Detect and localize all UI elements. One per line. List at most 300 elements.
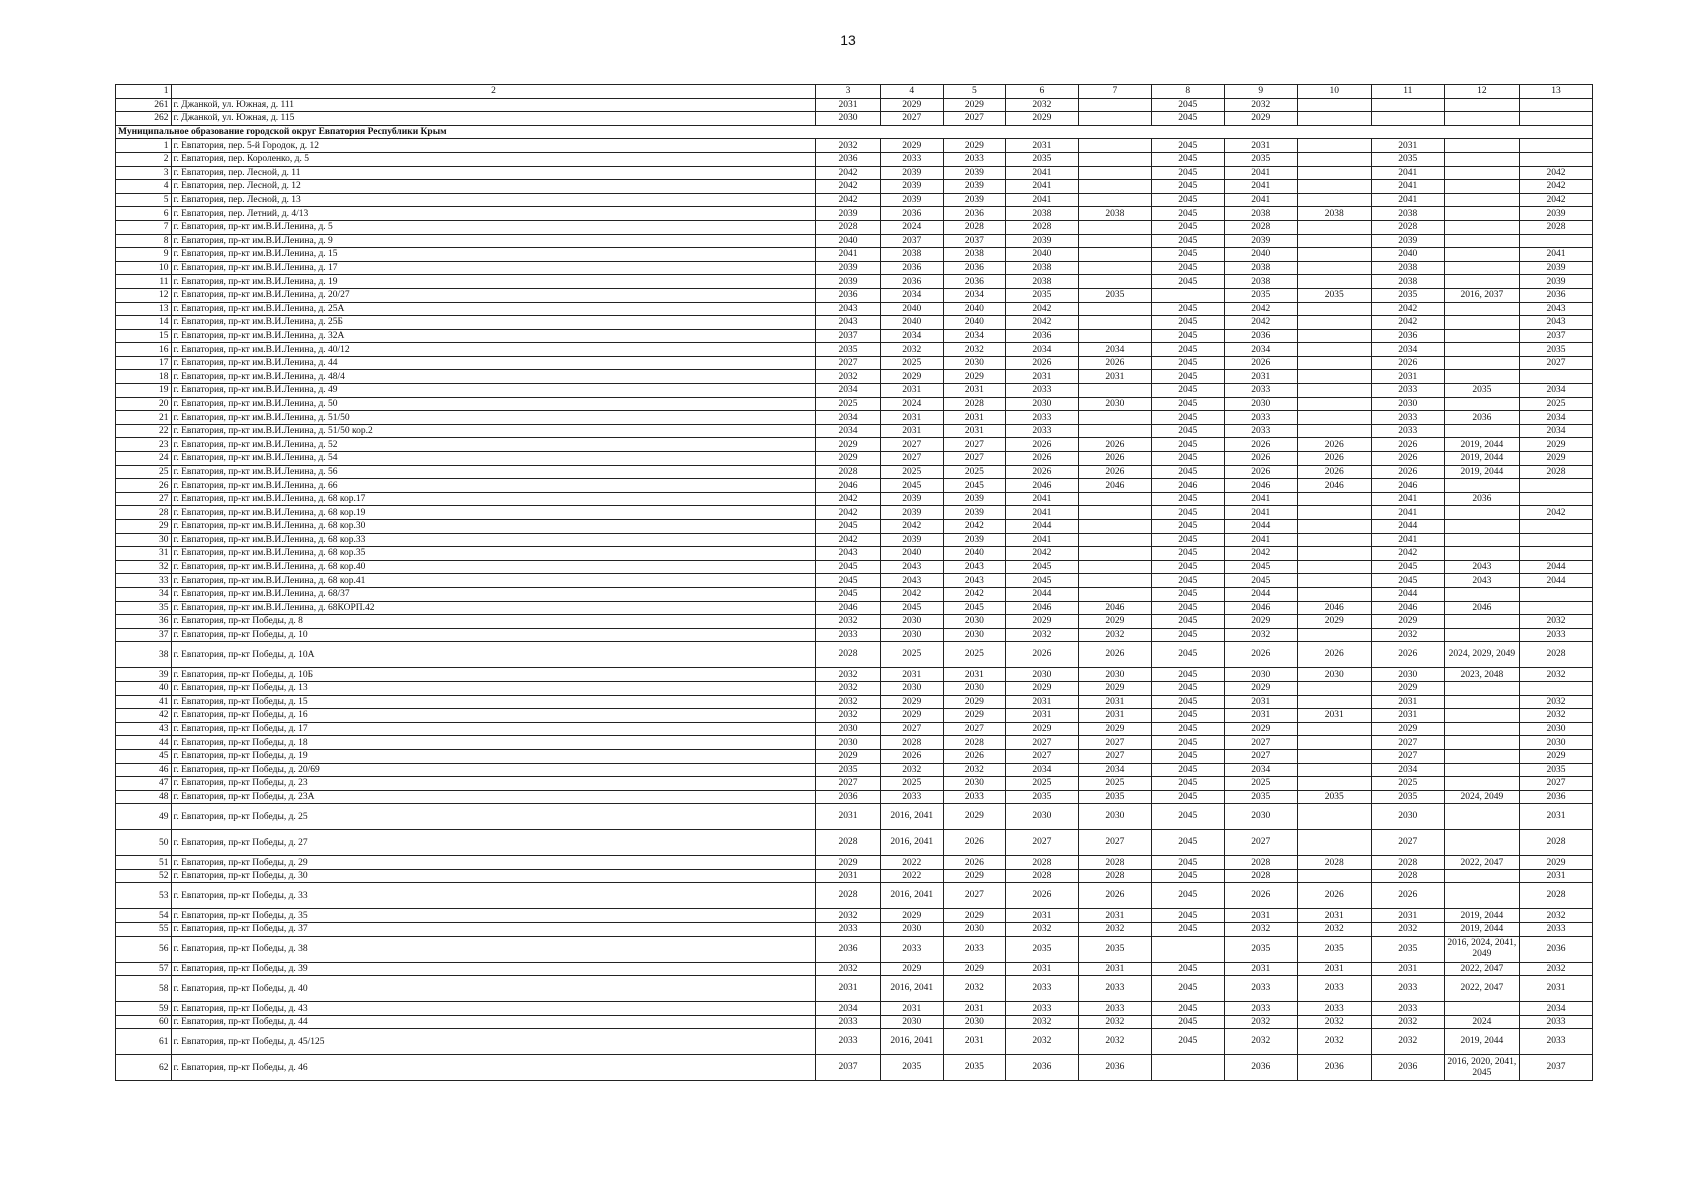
- year-cell-col-4: 2036: [880, 207, 943, 221]
- year-cell-col-3: 2028: [816, 465, 880, 479]
- table-row: [116, 98, 1593, 112]
- address-cell: г. Евпатория, пр-кт Победы, д. 46: [171, 1055, 816, 1081]
- year-cell-col-10: 2026: [1297, 642, 1371, 668]
- year-cell-col-10: [1297, 98, 1371, 112]
- address-cell: г. Евпатория, пр-кт им.В.И.Ленина, д. 51/50: [171, 411, 816, 425]
- year-cell-col-11: 2026: [1371, 452, 1444, 466]
- year-cell-col-5: 2032: [943, 976, 1005, 1002]
- year-cell-col-8: 2045: [1151, 397, 1224, 411]
- year-cell-col-5: 2040: [943, 547, 1005, 561]
- year-cell-col-13: 2030: [1519, 736, 1592, 750]
- year-cell-col-4: 2043: [880, 574, 943, 588]
- year-cell-col-10: [1297, 628, 1371, 642]
- year-cell-col-11: 2036: [1371, 1055, 1444, 1081]
- year-cell-col-9: 2039: [1224, 234, 1297, 248]
- row-number: 36: [116, 615, 172, 629]
- row-number: 62: [116, 1055, 172, 1081]
- address-cell: г. Евпатория, пр-кт им.В.И.Ленина, д. 17: [171, 261, 816, 275]
- year-cell-col-11: 2032: [1371, 1015, 1444, 1029]
- table-row: [116, 234, 1593, 248]
- address-cell: г. Евпатория, пер. Короленко, д. 5: [171, 152, 816, 166]
- year-cell-col-10: [1297, 397, 1371, 411]
- year-cell-col-13: [1519, 601, 1592, 615]
- row-number: 10: [116, 261, 172, 275]
- year-cell-col-10: [1297, 220, 1371, 234]
- year-cell-col-7: [1078, 166, 1151, 180]
- table-header: [116, 85, 1593, 99]
- year-cell-col-12: [1444, 261, 1519, 275]
- year-cell-col-6: 2044: [1005, 587, 1078, 601]
- year-cell-col-4: 2022: [880, 856, 943, 870]
- year-cell-col-13: 2028: [1519, 220, 1592, 234]
- year-cell-col-10: [1297, 152, 1371, 166]
- year-cell-col-13: 2032: [1519, 962, 1592, 976]
- table-row: [116, 370, 1593, 384]
- year-cell-col-8: 2045: [1151, 180, 1224, 194]
- year-cell-col-11: 2033: [1371, 976, 1444, 1002]
- year-cell-col-6: 2030: [1005, 397, 1078, 411]
- year-cell-col-13: 2044: [1519, 560, 1592, 574]
- address-cell: г. Евпатория, пр-кт Победы, д. 18: [171, 736, 816, 750]
- year-cell-col-7: 2032: [1078, 1015, 1151, 1029]
- year-cell-col-8: 2045: [1151, 465, 1224, 479]
- year-cell-col-3: 2032: [816, 709, 880, 723]
- row-number: 22: [116, 424, 172, 438]
- year-cell-col-12: [1444, 424, 1519, 438]
- year-cell-col-4: 2024: [880, 220, 943, 234]
- year-cell-col-7: [1078, 329, 1151, 343]
- year-cell-col-8: 2045: [1151, 962, 1224, 976]
- address-cell: г. Евпатория, пр-кт им.В.И.Ленина, д. 66: [171, 479, 816, 493]
- table-row: [116, 452, 1593, 466]
- year-cell-col-6: 2032: [1005, 923, 1078, 937]
- year-cell-col-4: 2026: [880, 749, 943, 763]
- table-row: [116, 749, 1593, 763]
- year-cell-col-11: 2041: [1371, 193, 1444, 207]
- year-cell-col-9: 2040: [1224, 248, 1297, 262]
- year-cell-col-5: 2045: [943, 479, 1005, 493]
- year-cell-col-7: 2026: [1078, 438, 1151, 452]
- year-cell-col-13: 2029: [1519, 438, 1592, 452]
- year-cell-col-9: 2045: [1224, 560, 1297, 574]
- year-cell-col-8: 2045: [1151, 193, 1224, 207]
- table-row: [116, 628, 1593, 642]
- year-cell-col-5: 2045: [943, 601, 1005, 615]
- year-cell-col-8: 2045: [1151, 1002, 1224, 1016]
- year-cell-col-13: [1519, 681, 1592, 695]
- year-cell-col-6: 2031: [1005, 370, 1078, 384]
- year-cell-col-13: 2032: [1519, 909, 1592, 923]
- year-cell-col-6: 2046: [1005, 479, 1078, 493]
- year-cell-col-12: [1444, 804, 1519, 830]
- row-number: 15: [116, 329, 172, 343]
- year-cell-col-10: 2035: [1297, 790, 1371, 804]
- year-cell-col-12: 2016, 2037: [1444, 288, 1519, 302]
- address-cell: г. Евпатория, пр-кт им.В.И.Ленина, д. 68 кор.41: [171, 574, 816, 588]
- year-cell-col-10: [1297, 261, 1371, 275]
- year-cell-col-4: 2034: [880, 329, 943, 343]
- year-cell-col-5: 2039: [943, 533, 1005, 547]
- year-cell-col-8: 2045: [1151, 234, 1224, 248]
- year-cell-col-11: 2042: [1371, 316, 1444, 330]
- year-cell-col-9: 2026: [1224, 465, 1297, 479]
- year-cell-col-6: 2026: [1005, 465, 1078, 479]
- year-cell-col-4: 2029: [880, 962, 943, 976]
- year-cell-col-11: 2041: [1371, 166, 1444, 180]
- year-cell-col-4: 2032: [880, 343, 943, 357]
- year-cell-col-11: 2038: [1371, 207, 1444, 221]
- column-header-2: 2: [171, 85, 816, 99]
- year-cell-col-7: 2033: [1078, 976, 1151, 1002]
- year-cell-col-5: 2042: [943, 587, 1005, 601]
- year-cell-col-13: 2035: [1519, 763, 1592, 777]
- address-cell: г. Евпатория, пр-кт Победы, д. 27: [171, 830, 816, 856]
- address-cell: г. Евпатория, пр-кт Победы, д. 8: [171, 615, 816, 629]
- table-row: [116, 976, 1593, 1002]
- year-cell-col-3: 2036: [816, 936, 880, 962]
- year-cell-col-6: 2028: [1005, 869, 1078, 883]
- year-cell-col-11: 2026: [1371, 642, 1444, 668]
- year-cell-col-7: 2025: [1078, 777, 1151, 791]
- table-row: [116, 343, 1593, 357]
- table-row: [116, 1015, 1593, 1029]
- year-cell-col-9: 2028: [1224, 856, 1297, 870]
- year-cell-col-3: 2045: [816, 574, 880, 588]
- year-cell-col-12: 2019, 2044: [1444, 909, 1519, 923]
- year-cell-col-13: [1519, 234, 1592, 248]
- row-number: 1: [116, 139, 172, 153]
- table-row: [116, 492, 1593, 506]
- address-cell: г. Евпатория, пр-кт Победы, д. 20/69: [171, 763, 816, 777]
- year-cell-col-7: 2027: [1078, 736, 1151, 750]
- year-cell-col-9: 2030: [1224, 804, 1297, 830]
- year-cell-col-5: 2029: [943, 98, 1005, 112]
- address-cell: г. Евпатория, пр-кт им.В.И.Ленина, д. 68 кор.19: [171, 506, 816, 520]
- year-cell-col-10: [1297, 587, 1371, 601]
- year-cell-col-4: 2030: [880, 923, 943, 937]
- year-cell-col-10: 2030: [1297, 668, 1371, 682]
- year-cell-col-9: 2035: [1224, 936, 1297, 962]
- year-cell-col-6: 2033: [1005, 1002, 1078, 1016]
- year-cell-col-9: 2034: [1224, 343, 1297, 357]
- table-row: [116, 397, 1593, 411]
- year-cell-col-13: 2036: [1519, 936, 1592, 962]
- year-cell-col-12: 2022, 2047: [1444, 962, 1519, 976]
- year-cell-col-8: 2045: [1151, 923, 1224, 937]
- address-cell: г. Джанкой, ул. Южная, д. 111: [171, 98, 816, 112]
- year-cell-col-3: 2029: [816, 438, 880, 452]
- year-cell-col-3: 2028: [816, 220, 880, 234]
- year-cell-col-5: 2032: [943, 763, 1005, 777]
- year-cell-col-10: 2032: [1297, 1015, 1371, 1029]
- table-row: [116, 465, 1593, 479]
- year-cell-col-11: 2030: [1371, 668, 1444, 682]
- year-cell-col-8: 2045: [1151, 587, 1224, 601]
- year-cell-col-8: 2045: [1151, 152, 1224, 166]
- year-cell-col-8: 2045: [1151, 601, 1224, 615]
- year-cell-col-10: [1297, 681, 1371, 695]
- year-cell-col-12: 2019, 2044: [1444, 923, 1519, 937]
- year-cell-col-6: 2041: [1005, 180, 1078, 194]
- row-number: 262: [116, 112, 172, 126]
- year-cell-col-12: 2019, 2044: [1444, 465, 1519, 479]
- year-cell-col-5: 2028: [943, 397, 1005, 411]
- year-cell-col-5: 2033: [943, 152, 1005, 166]
- year-cell-col-8: 2045: [1151, 343, 1224, 357]
- row-number: 6: [116, 207, 172, 221]
- column-header-9: 9: [1224, 85, 1297, 99]
- year-cell-col-8: 2045: [1151, 804, 1224, 830]
- year-cell-col-11: 2029: [1371, 722, 1444, 736]
- year-cell-col-4: 2039: [880, 533, 943, 547]
- address-cell: г. Евпатория, пр-кт им.В.И.Ленина, д. 68 кор.17: [171, 492, 816, 506]
- year-cell-col-6: 2035: [1005, 790, 1078, 804]
- year-cell-col-9: 2032: [1224, 923, 1297, 937]
- table-row: [116, 220, 1593, 234]
- row-number: 60: [116, 1015, 172, 1029]
- year-cell-col-3: 2037: [816, 1055, 880, 1081]
- year-cell-col-11: 2041: [1371, 533, 1444, 547]
- year-cell-col-6: 2041: [1005, 492, 1078, 506]
- table-row: [116, 923, 1593, 937]
- year-cell-col-4: 2032: [880, 763, 943, 777]
- year-cell-col-10: 2026: [1297, 465, 1371, 479]
- row-number: 29: [116, 520, 172, 534]
- year-cell-col-7: 2028: [1078, 869, 1151, 883]
- year-cell-col-6: 2035: [1005, 288, 1078, 302]
- row-number: 5: [116, 193, 172, 207]
- table-row: [116, 207, 1593, 221]
- year-cell-col-10: [1297, 384, 1371, 398]
- row-number: 40: [116, 681, 172, 695]
- year-cell-col-11: 2035: [1371, 288, 1444, 302]
- year-cell-col-6: 2029: [1005, 615, 1078, 629]
- table-row: [116, 384, 1593, 398]
- year-cell-col-6: 2031: [1005, 709, 1078, 723]
- table-row: [116, 790, 1593, 804]
- year-cell-col-9: 2044: [1224, 520, 1297, 534]
- year-cell-col-10: [1297, 329, 1371, 343]
- year-cell-col-3: 2028: [816, 883, 880, 909]
- row-number: 28: [116, 506, 172, 520]
- year-cell-col-3: 2031: [816, 976, 880, 1002]
- year-cell-col-13: 2032: [1519, 668, 1592, 682]
- year-cell-col-3: 2039: [816, 275, 880, 289]
- year-cell-col-12: [1444, 193, 1519, 207]
- year-cell-col-11: 2033: [1371, 424, 1444, 438]
- year-cell-col-12: 2035: [1444, 384, 1519, 398]
- year-cell-col-3: 2042: [816, 492, 880, 506]
- year-cell-col-3: 2041: [816, 248, 880, 262]
- table-row: [116, 329, 1593, 343]
- year-cell-col-12: [1444, 479, 1519, 493]
- year-cell-col-13: 2028: [1519, 830, 1592, 856]
- year-cell-col-6: 2032: [1005, 628, 1078, 642]
- year-cell-col-7: 2026: [1078, 642, 1151, 668]
- year-cell-col-6: 2029: [1005, 681, 1078, 695]
- year-cell-col-8: 2045: [1151, 533, 1224, 547]
- address-cell: г. Евпатория, пр-кт Победы, д. 10Б: [171, 668, 816, 682]
- year-cell-col-7: [1078, 261, 1151, 275]
- year-cell-col-9: 2038: [1224, 261, 1297, 275]
- year-cell-col-11: 2027: [1371, 830, 1444, 856]
- year-cell-col-10: 2035: [1297, 288, 1371, 302]
- year-cell-col-9: 2041: [1224, 492, 1297, 506]
- year-cell-col-4: 2029: [880, 695, 943, 709]
- year-cell-col-10: 2031: [1297, 962, 1371, 976]
- year-cell-col-13: 2030: [1519, 722, 1592, 736]
- year-cell-col-13: 2039: [1519, 207, 1592, 221]
- year-cell-col-12: [1444, 112, 1519, 126]
- year-cell-col-5: 2030: [943, 1015, 1005, 1029]
- row-number: 23: [116, 438, 172, 452]
- year-cell-col-8: 2045: [1151, 736, 1224, 750]
- year-cell-col-10: [1297, 520, 1371, 534]
- year-cell-col-7: [1078, 316, 1151, 330]
- address-cell: г. Евпатория, пр-кт Победы, д. 44: [171, 1015, 816, 1029]
- year-cell-col-12: [1444, 869, 1519, 883]
- year-cell-col-8: 2045: [1151, 642, 1224, 668]
- year-cell-col-4: 2029: [880, 139, 943, 153]
- year-cell-col-3: 2029: [816, 749, 880, 763]
- year-cell-col-12: [1444, 709, 1519, 723]
- year-cell-col-11: 2028: [1371, 856, 1444, 870]
- table-row: [116, 587, 1593, 601]
- year-cell-col-10: [1297, 804, 1371, 830]
- year-cell-col-5: 2031: [943, 668, 1005, 682]
- year-cell-col-3: 2027: [816, 777, 880, 791]
- year-cell-col-7: 2029: [1078, 722, 1151, 736]
- year-cell-col-9: 2041: [1224, 533, 1297, 547]
- row-number: 30: [116, 533, 172, 547]
- year-cell-col-8: 2045: [1151, 370, 1224, 384]
- year-cell-col-4: 2029: [880, 709, 943, 723]
- row-number: 50: [116, 830, 172, 856]
- year-cell-col-12: [1444, 248, 1519, 262]
- year-cell-col-7: 2031: [1078, 909, 1151, 923]
- year-cell-col-7: [1078, 520, 1151, 534]
- year-cell-col-7: [1078, 424, 1151, 438]
- year-cell-col-4: 2025: [880, 642, 943, 668]
- year-cell-col-10: 2026: [1297, 883, 1371, 909]
- year-cell-col-10: 2033: [1297, 976, 1371, 1002]
- year-cell-col-10: [1297, 574, 1371, 588]
- year-cell-col-3: 2039: [816, 261, 880, 275]
- row-number: 46: [116, 763, 172, 777]
- year-cell-col-11: 2033: [1371, 1002, 1444, 1016]
- year-cell-col-10: 2033: [1297, 1002, 1371, 1016]
- year-cell-col-3: 2045: [816, 560, 880, 574]
- row-number: 9: [116, 248, 172, 262]
- year-cell-col-6: 2041: [1005, 533, 1078, 547]
- row-number: 44: [116, 736, 172, 750]
- year-cell-col-11: 2045: [1371, 574, 1444, 588]
- year-cell-col-8: 2045: [1151, 275, 1224, 289]
- year-cell-col-7: [1078, 547, 1151, 561]
- year-cell-col-6: 2029: [1005, 722, 1078, 736]
- year-cell-col-9: 2031: [1224, 709, 1297, 723]
- year-cell-col-8: 2045: [1151, 722, 1224, 736]
- year-cell-col-11: 2034: [1371, 763, 1444, 777]
- year-cell-col-10: [1297, 411, 1371, 425]
- year-cell-col-12: [1444, 681, 1519, 695]
- year-cell-col-9: 2042: [1224, 547, 1297, 561]
- address-cell: г. Евпатория, пр-кт им.В.И.Ленина, д. 48/4: [171, 370, 816, 384]
- year-cell-col-5: 2029: [943, 962, 1005, 976]
- year-cell-col-5: 2039: [943, 492, 1005, 506]
- year-cell-col-6: 2031: [1005, 695, 1078, 709]
- year-cell-col-6: 2027: [1005, 830, 1078, 856]
- year-cell-col-8: 2045: [1151, 749, 1224, 763]
- row-number: 20: [116, 397, 172, 411]
- year-cell-col-10: [1297, 492, 1371, 506]
- year-cell-col-3: 2028: [816, 830, 880, 856]
- year-cell-col-12: [1444, 370, 1519, 384]
- table-row: [116, 302, 1593, 316]
- row-number: 32: [116, 560, 172, 574]
- year-cell-col-13: 2029: [1519, 452, 1592, 466]
- year-cell-col-3: 2039: [816, 207, 880, 221]
- year-cell-col-5: 2029: [943, 139, 1005, 153]
- row-number: 18: [116, 370, 172, 384]
- year-cell-col-9: 2033: [1224, 1002, 1297, 1016]
- year-cell-col-3: 2033: [816, 923, 880, 937]
- year-cell-col-7: [1078, 533, 1151, 547]
- year-cell-col-5: 2027: [943, 452, 1005, 466]
- year-cell-col-8: 2045: [1151, 763, 1224, 777]
- year-cell-col-8: 2045: [1151, 790, 1224, 804]
- year-cell-col-6: 2034: [1005, 343, 1078, 357]
- year-cell-col-6: 2042: [1005, 316, 1078, 330]
- year-cell-col-7: 2026: [1078, 452, 1151, 466]
- year-cell-col-10: 2032: [1297, 1029, 1371, 1055]
- year-cell-col-8: 2045: [1151, 139, 1224, 153]
- address-cell: г. Евпатория, пр-кт Победы, д. 43: [171, 1002, 816, 1016]
- year-cell-col-3: 2030: [816, 112, 880, 126]
- year-cell-col-13: 2036: [1519, 288, 1592, 302]
- year-cell-col-8: 2045: [1151, 560, 1224, 574]
- year-cell-col-4: 2040: [880, 302, 943, 316]
- year-cell-col-6: 2038: [1005, 207, 1078, 221]
- year-cell-col-4: 2029: [880, 370, 943, 384]
- address-cell: г. Евпатория, пр-кт Победы, д. 45/125: [171, 1029, 816, 1055]
- year-cell-col-3: 2031: [816, 869, 880, 883]
- address-cell: г. Евпатория, пр-кт Победы, д. 30: [171, 869, 816, 883]
- year-cell-col-6: 2029: [1005, 112, 1078, 126]
- year-cell-col-5: 2042: [943, 520, 1005, 534]
- year-cell-col-11: 2031: [1371, 909, 1444, 923]
- year-cell-col-7: [1078, 411, 1151, 425]
- year-cell-col-9: 2045: [1224, 574, 1297, 588]
- row-number: 7: [116, 220, 172, 234]
- year-cell-col-5: 2027: [943, 722, 1005, 736]
- year-cell-col-5: 2025: [943, 642, 1005, 668]
- address-cell: г. Евпатория, пр-кт им.В.И.Ленина, д. 68КОРП.42: [171, 601, 816, 615]
- year-cell-col-6: 2038: [1005, 261, 1078, 275]
- year-cell-col-5: 2037: [943, 234, 1005, 248]
- year-cell-col-9: 2041: [1224, 506, 1297, 520]
- year-cell-col-6: 2031: [1005, 139, 1078, 153]
- year-cell-col-11: 2033: [1371, 411, 1444, 425]
- row-number: 27: [116, 492, 172, 506]
- year-cell-col-7: 2035: [1078, 288, 1151, 302]
- year-cell-col-5: 2030: [943, 681, 1005, 695]
- address-cell: г. Евпатория, пр-кт Победы, д. 19: [171, 749, 816, 763]
- year-cell-col-3: 2032: [816, 615, 880, 629]
- registry-table: [115, 84, 1593, 1081]
- row-number: 39: [116, 668, 172, 682]
- year-cell-col-12: [1444, 695, 1519, 709]
